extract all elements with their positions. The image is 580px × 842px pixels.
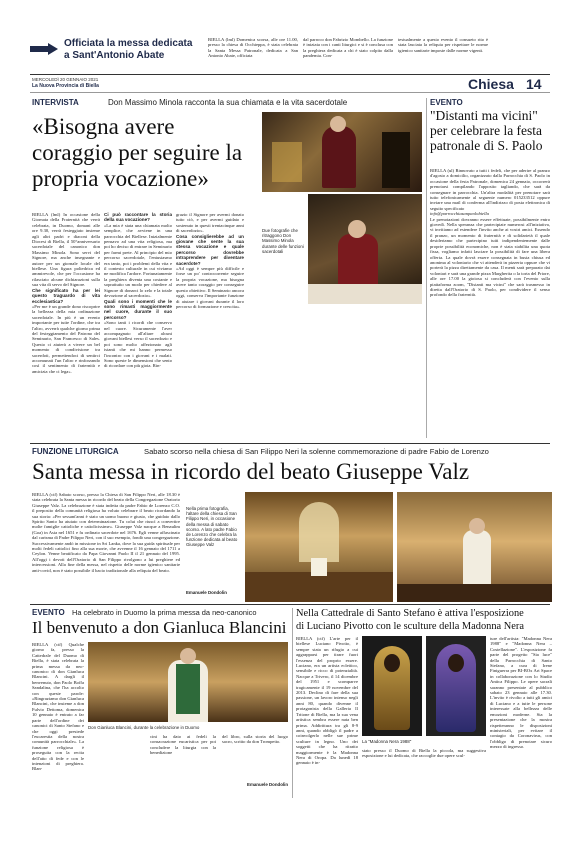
liturgica-headline: Santa messa in ricordo del beato Giuseppe Valz (32, 459, 470, 484)
mostra-divider (292, 608, 293, 798)
blancini-photo-caption: Don Gianluca Blancini, durante la celebrazione in Duomo (88, 725, 200, 730)
madonna-nera-photo-2 (426, 636, 486, 736)
header-rule-bottom (30, 92, 550, 93)
paper-name: La Nuova Provincia di Biella (32, 83, 99, 89)
top-teaser-arrow-icon (30, 42, 58, 54)
liturgica-photo-caption: Nella prima fotografia, l'altare della chiesa di San Filippo Neri, in occasione della messa di sabato scorso. A lato padre Fabio de Lorenzo che celebra la funzione dedicata al beato Giuseppe Valz (186, 506, 238, 548)
teaser-column-2: dal parroco don Fabrizio Mombello. La funzione è iniziata con i canti liturgici e si è conclusa con la preghiera dedicata a chi è stato colpito dalla pandemia. Con- (303, 37, 393, 59)
section-label: Chiesa (468, 76, 514, 92)
teaser-column-3: testualmente a questo evento il consueto rito è stata lasciata la reliquia per rispettare le norme igienico sanitarie imposte dalle norme vigenti. (398, 37, 488, 53)
intervista-question-1: Che significato ha per lei questo traguardo di vita ecclesiastica? (32, 287, 100, 304)
evento2-credit: Emanuele Dondolin (247, 782, 288, 787)
evento1-kicker: EVENTO (430, 98, 463, 107)
intervista-col3: grazio il Signore per avermi donato tutto ciò, e per avermi guidato e sostenuto in questi trentacinque anni di sacerdozio». Cosa consiglierebbe ad un giovane che sente la sua stessa vocazione e quale percorso dovrebbe intraprendere per diventare sacerdote? «Ad oggi è sempre più difficile e forse un po' controcorrente seguire la propria vocazione, ma bisogna avere tanto coraggio per conseguire questo obiettivo. Il Seminario ancora oggi, conserva l'importante funzione di aiutare i giovani durante il loro percorso di formazione e crescita». (176, 212, 244, 309)
minola-photo-caption: Due fotografie che ritraggono Don Massimo Minola durante delle funzioni sacerdotali (262, 228, 304, 254)
evento1-email[interactable]: info@parrocchiasanpaolobiella (430, 211, 489, 217)
liturgica-kicker: FUNZIONE LITURGICA (32, 447, 119, 456)
evento2-col4: del libro, sulla storia del luogo sacro, scritto da don Trompetto. (222, 734, 288, 745)
liturgica-photo-altar (245, 492, 393, 602)
mostra-col2: stato presso il Duomo di Biella la piccola, ma suggestiva esposizione e lui dedicata, che raccoglie due opere scul- (362, 748, 486, 759)
mostra-headline: Nella Cattedrale di Santo Stefano è attiva l'esposizione di Luciano Pivotto con le sculture della Madonna Nera (296, 608, 524, 632)
intervista-deck: Don Massimo Minola racconta la sua chiamata e la vita sacerdotale (108, 98, 348, 107)
madonna-nera-photo-1 (362, 636, 422, 736)
evento1-body: BIELLA (ul) Rinnovato a tutti i fedeli, che per aderire al pranzo d'agosto a domicilio, organizzato dalla Parrocchia di S. Paolo in occasione della festa Patronale, domenica 24 gennaio, occorrerà prenotarsi compilando l'apposito tagliando, che sarà da consegnare in parrocchia. Un'altra modalità per prenotare sarà tutto telefonicamente al seguente numero 015233512 oppure inviare una mail di conferma all'indirizzo di posta elettronica di seguito specificato info@parrocchiasanpaolobiella Le prenotazioni dovranno essere effettuate, possibilmente entro giovedì. Nella speranza che partecipiate numerosi all'iniziativa, vi invitiamo ad estendere l'invito anche ai vostri amici. Essendo il pranzo, un momento di fraternità e di solidarietà il quale desideriamo che partecipino tutti indipendentemente dalle proprie possibilità economiche, non è stata stabilita una quota fissa, vogliamo infatti lasciare la possibilità di fare una libera offerta. La quale dovrà essere consegnata in busta chiusa ed anonima al volontario che vi attenderà in pizzeria oppure che vi porterà la pizza direttamente da casa. Il menù sarà preparato dai volontari e sarà una grande pizza Margherita o la torta del Priore, alle ore 17.00 la gioiosa si concluderà con l'evento sulla piattaforma zoom, "Distanti ma vicini" che sarà trasmesso in diretta dall'Oratorio di S. Paolo, per condividere il senso profondo della fraternità. (430, 168, 550, 298)
minola-photo-2 (308, 194, 422, 304)
evento1-divider (426, 98, 427, 438)
evento2-rule (30, 604, 550, 605)
teaser-title: Officiata la messa dedicata a Sant'Antonio Abate (64, 38, 193, 61)
teaser-column-1: BIELLA (lml) Domenica scorsa, alle ore 11.00, presso la chiesa di Occhieppa, è stata celebrata la Santa Messa Patronale, dedicata a San Antonio Abate, officiata (208, 37, 298, 59)
intervista-question-4: Cosa consiglierebbe ad un giovane che sente la sua stessa vocazione e quale percorso dovrebbe intraprendere per diventare sacerdote? (176, 233, 244, 266)
evento2-deck: Ha celebrato in Duomo la prima messa da neo-canonico (72, 608, 257, 617)
intervista-col4 (262, 310, 422, 440)
mostra-col3: ture dell'artista: "Madonna Nera 1988" e "Madonna Nera – Costellazione". L'esposizione fa parte del progetto "Sia luce" della Parrocchia di Santo Stefano, a cura di Irene Finiguerra per BI-BOx Art Space in collaborazione con lo Studio Antica Filippo. Le opere sacrali saranno presentate al pubblico sabato 23 gennaio alle 17.30. L'invito è rivolto a tutti gli amici di Luciano e a tutte le persone interessate alla bellezza delle emozioni moderne. Sia la presentazione che la mostra rispetteranno le disposizioni ministeriali, per evitare il contagio da Coronavirus, con l'obbligo di prenotare sicuro mezzo di ingresso. (490, 636, 552, 750)
intervista-col1: BIELLA (lml) In occasione della Giornata della Fraternità che verrà celebrata, in Duomo, domani alle ore 9.30, verrà festeggiato insieme agli altri padri e diaconi della Diocesi di Biella, il 50°anniversario sacerdotale del canonico don Massimo Minola. Sono servi del Signore, ma anche insegnante e autore per un giornale locale del biellese. Una figura poliedrica ed ammirevole, che per l'occasione ha rilasciato alcune dichiarazioni sulla sua vita di servo del Signore. Che significato ha per lei questo traguardo di vita ecclesiastica? «Per me è un grande dono riscoprire la bellezza della mia ordinazione sacerdotale. In più è un evento importante per tutte l'ordine, che tra l'altro, avverrà qualche giorno prima del festeggiamento del Patrono del Seminario, San Francesco di Sales. Questo ci aiuterà a vivere un bel momento di condivisione tra sacerdoti, permettendoci di sentirci accomunati l'un l'altro e rinforzando così il sentimento di fraternità e amicizia che ci lega». (32, 212, 100, 374)
madonna-nera-caption: La "Madonna Nera 1988" (362, 739, 412, 744)
liturgica-rule (30, 443, 550, 444)
page-number: 14 (526, 76, 542, 92)
intervista-question-3: Quali sono i momenti che le sono rimasti maggiormente nel cuore, durante il suo percorso? (104, 298, 172, 320)
liturgica-credit: Emanuele Dondolin (186, 590, 227, 595)
evento2-headline: Il benvenuto a don Gianluca Blancini (32, 618, 287, 637)
evento2-col3: cini ha dato ai fedeli la consacrazione eucaristica per poi concludere la liturgia con la benedizione (150, 734, 216, 756)
intervista-col2: Ci può raccontare la storia della sua vocazione? «La mia è stata una chiamata molto semplice, che avviene in una parrocchia del Biellese. Inizialmente pensavo ad una vita religiosa, ma poi ho deciso di entrare in Seminario per farmi prete. Al principio del mio percorso sacerdotale, l'entusiasmo era tanto, poi i problemi della vita e il contesto culturale in cui viviamo ne modifica l'ardore. Fortunatamente la preghiera diventa una costante e soprattutto un modo per chiedere al Signore di donarci lo zelo e la totale devozione al sacerdozio». Quali sono i momenti che le sono rimasti maggiormente nel cuore, durante il suo percorso? «Sono tanti i ricordi che conservo nel cuore. Sicuramente l'aver accompagnato all'altare alcuni giovani biellesi verso il sacerdozio e poi sono molto affezionato agli istanti che mi hanno permesso l'incontro con i giovani e i malati. Sono queste le dimensioni che sento di ricordare con più gioia. Rin- (104, 212, 172, 369)
evento1-headline: "Distanti ma vicini" per celebrare la festa patronale di S. Paolo (430, 108, 543, 153)
liturgica-deck: Sabato scorso nella chiesa di San Filippo Neri la solenne commemorazione di padre Fabio de Lorenzo (144, 447, 489, 456)
mostra-col1: BIELLA (ctf) L'arte per il biellese Luciano Pivotto, è sempre stata un rifugio a cui aggrapparsi per tirare fuori l'essenza del proprio essere. Luciano, era un artista eclettico, sensibile e ricco di potenzialità. Nacque a Trivero, il 14 dicembre del 1951 e scomparve tragicamente il 19 novembre del 2013. Declino di fare della sua passione, un lavoro intenso negli anni 80, quando divenne il protagonista della Galleria Il Tritone di Biella, ma la sua vena artistica sembra essere nata ben prima. Addirittura tra gli 8-9 anni, quando obbligò il padre a coinvolgerlo nelle sue prime sculture in legno. Uno dei soggetti che ha ritratto maggiormente è la Madonna Nera di Oropa. Da lunedì 18 gennaio è in- (296, 636, 358, 766)
liturgica-photo-priest (397, 492, 552, 602)
intervista-kicker: INTERVISTA (32, 98, 79, 107)
evento2-body: BIELLA (ctf) Qualche giorno fa, presso la Cattedrale del Duomo di Biella, è stata celebrata la prima messa da neo-canonico di don Gianluca Blancini. A dargli il benvenuto, don Paolo Boffa Sandalina, che l'ha accolto con queste parole: «Ringraziamo don Gianluca Blancini, che insieme a don Fulvio Dettoma, domenica 10 gennaio è entrato a far parte dell'ordine dei canonici di Santo Stefano e che oggi presiede l'eucarestia della nostra comunità parrocchiale». La funzione religiosa è proseguita con la recita dell'atto di fede e con le intenzioni di preghiera. Blan- (32, 642, 84, 772)
evento2-kicker: EVENTO (32, 608, 65, 617)
intervista-question-2: Ci può raccontare la storia della sua vocazione? (104, 212, 172, 223)
liturgica-body: BIELLA (ctf) Sabato scorso, presso la Chiesa di San Filippo Neri, alle 18.30 è stata celebrata la Santa messa in ricordo del beato della Congregazione Oratorio Giuseppe Valz. La celebrazione è stata indetta da padre Fabio de Lorenzo C.O. il preposito della comunità religiosa ha voluto celebrare il beato ricordando la sua storia: «Per sessant'anni è stato un uomo buono e giusto, che guidato dallo Spirito Santo ha aiutato con determinazione. Tu colui che riuscì a convertire molte famiglie cattoliche e cattolicissime». Giuseppe Valz nacque a Benaulim (Goa) in Asia nel 1651 e fu ordinato sacerdote nel 1676. Egli venne affascinato dal carisma di Padre Filippo Neri, con il suo esempio, fondò una congregazione. Successivamente andò in missione in Sri Lanka, dove la sua guida spirituale per molti fedeli cattolici fino alla sua morte, che avvenne il 16 gennaio del 1711 a Ceylon. Venne beatificato da Papa Giovanni Paolo II il 21 gennaio del 1995. All'oggi i devoti dell'Oratorio di San Filippo rivolgono a lui preghiere ed intercessioni. Alla fine della messa, nel rispetto delle norme igienico sanitarie anti-covid, non è stato possibile il bacio tradizionale alla reliquia del beato. (32, 492, 180, 573)
date-line: MERCOLEDÌ 20 GENNAIO 2021 (32, 77, 99, 82)
header-rule (30, 74, 550, 75)
intervista-headline: «Bisogna avere coraggio per seguire la propria vocazione» (32, 114, 243, 191)
minola-photo-1 (262, 112, 422, 192)
blancini-photo (88, 642, 288, 722)
